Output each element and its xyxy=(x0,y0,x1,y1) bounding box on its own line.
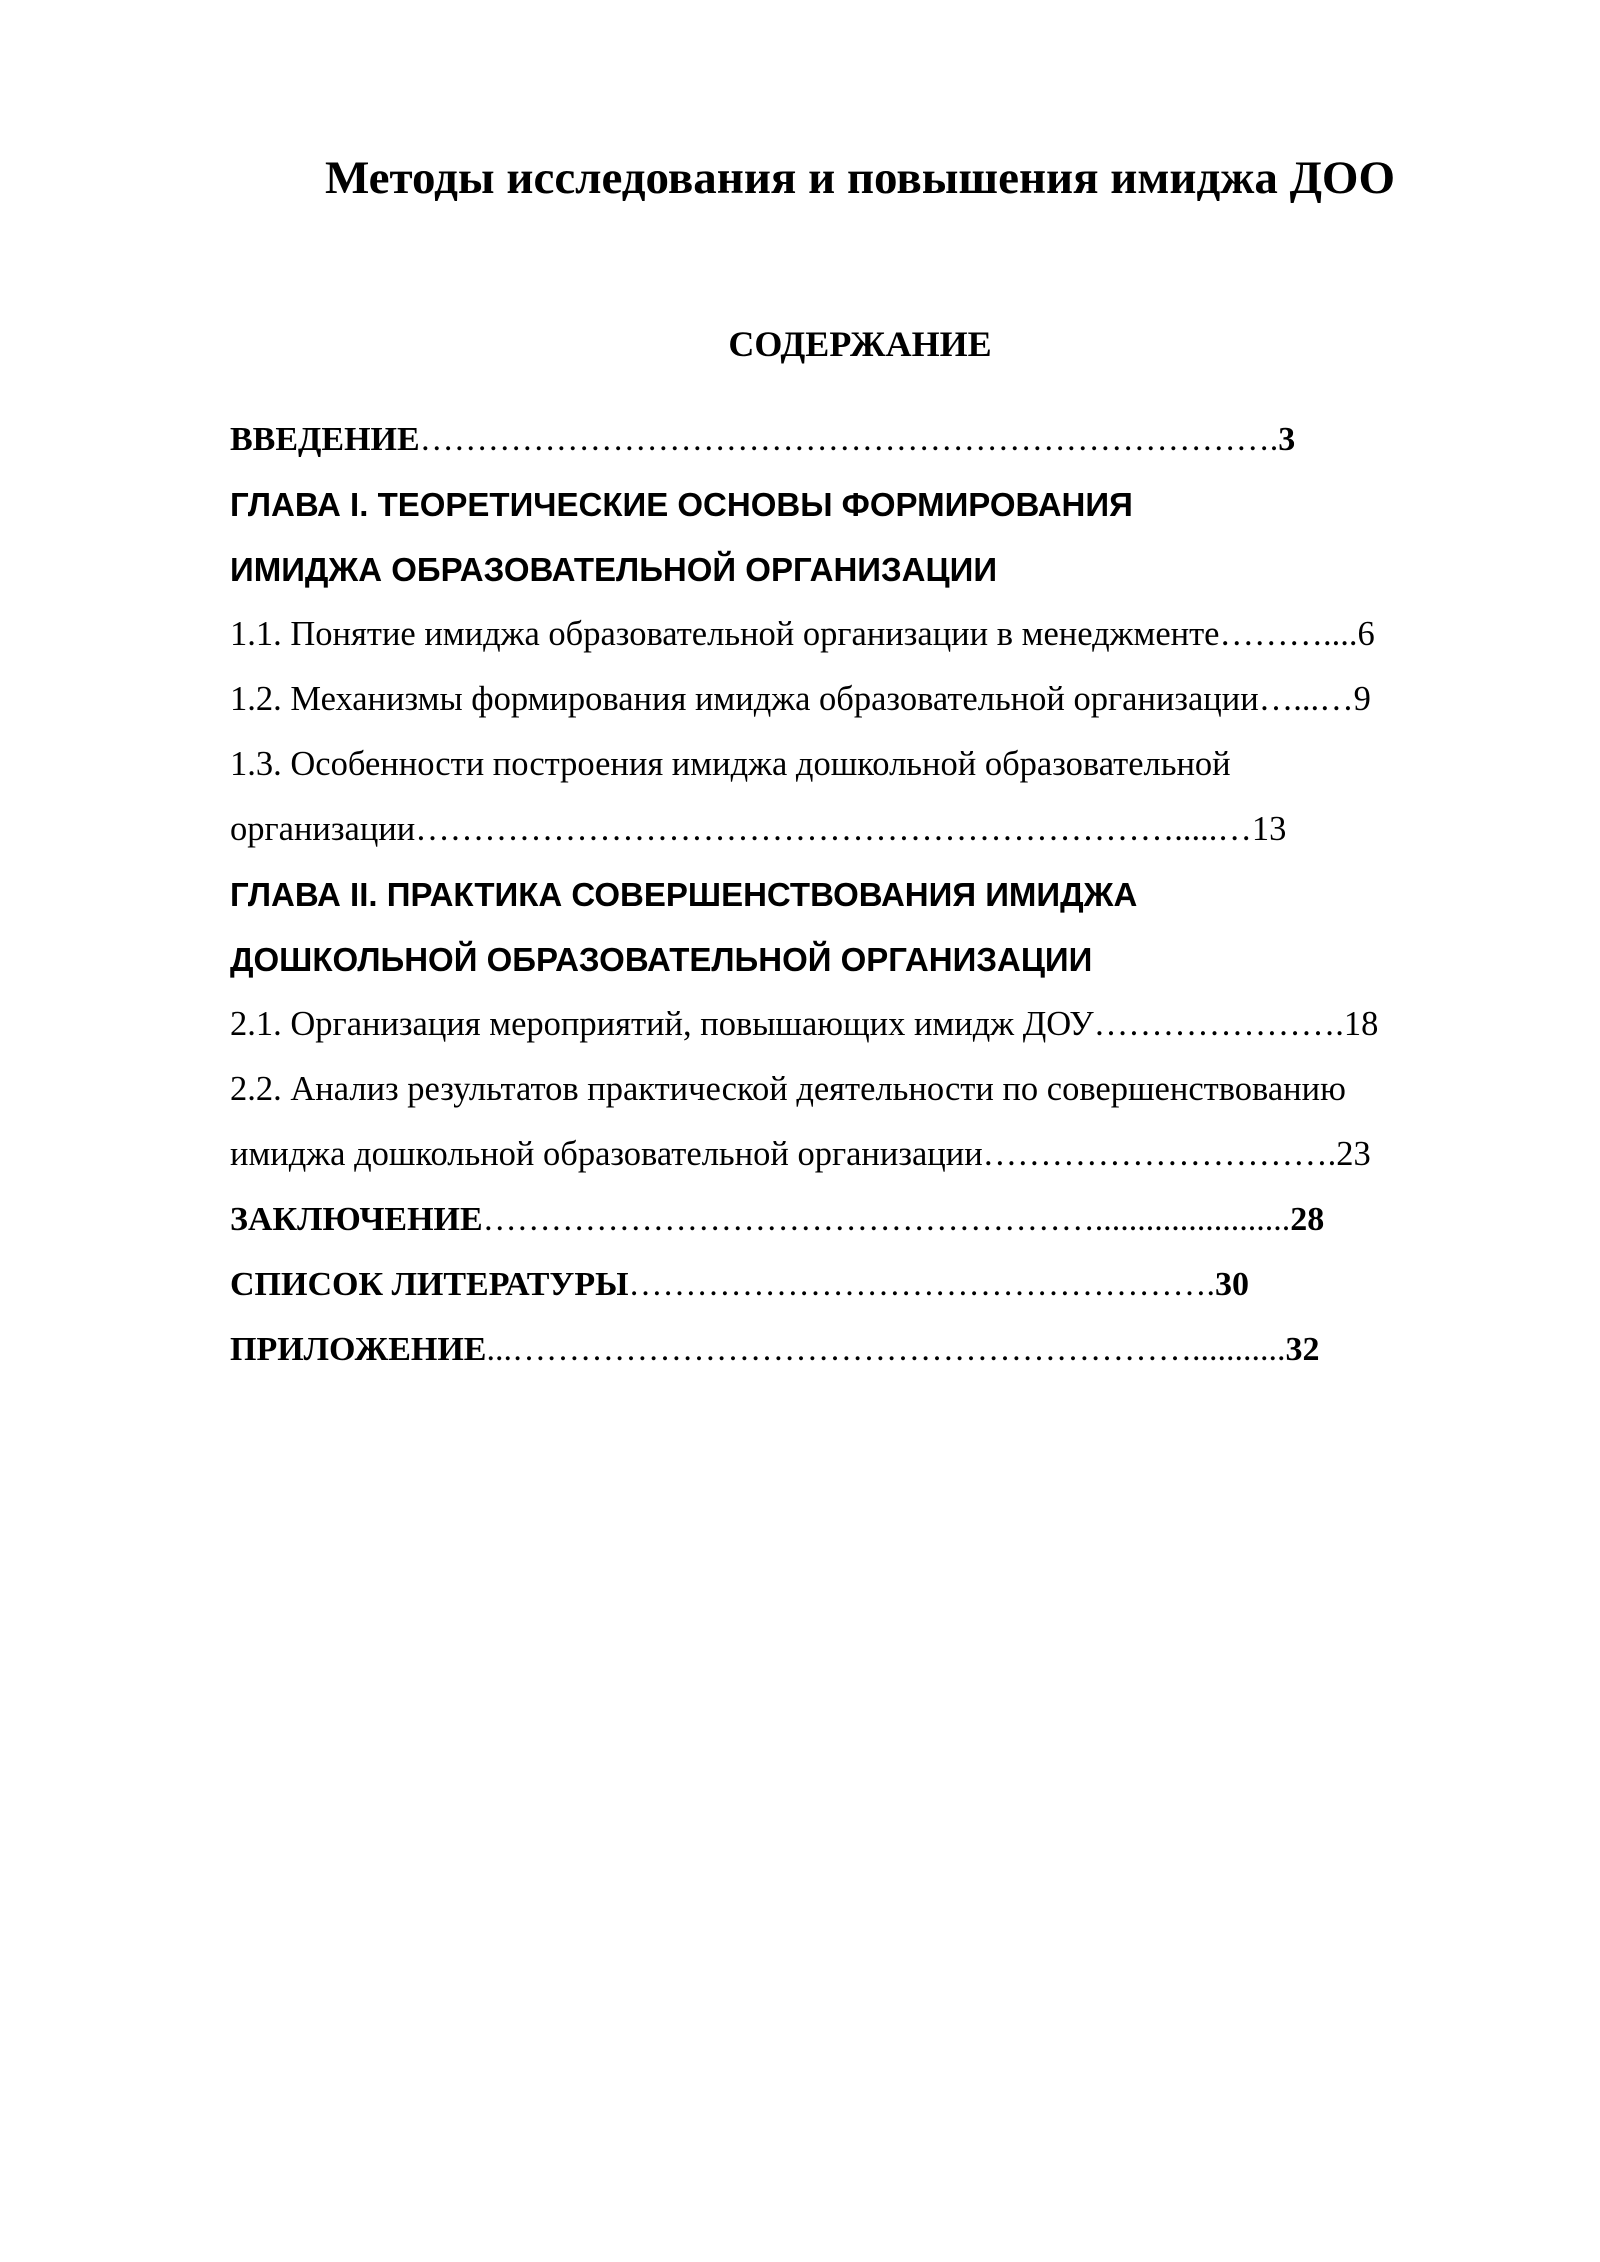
toc-page-number: 3 xyxy=(1278,421,1296,458)
toc-entry-title: ГЛАВА II. ПРАКТИКА СОВЕРШЕНСТВОВАНИЯ ИМИДЖА xyxy=(230,876,1138,913)
toc-entry-title: 1.2. Механизмы формирования имиджа образовательной организации xyxy=(230,680,1259,718)
toc-leader: ………………………………………………………….....… xyxy=(415,810,1252,848)
toc-entry-introduction xyxy=(230,407,1490,472)
toc-entry-1-3-cont xyxy=(230,797,1490,862)
toc-leader: …………………………. xyxy=(982,1135,1337,1173)
toc-leader: …………………………………………………………………. xyxy=(419,421,1279,458)
toc-entry-appendix xyxy=(230,1317,1490,1382)
toc-leader: ……….... xyxy=(1219,615,1358,653)
toc-entry-1-3 xyxy=(230,732,1490,797)
toc-entry-title: ПРИЛОЖЕНИЕ xyxy=(230,1331,487,1368)
toc-heading: СОДЕРЖАНИЕ xyxy=(728,324,992,364)
toc-leader: ………………………………………………....................... xyxy=(482,1201,1291,1238)
toc-chapter-1-heading xyxy=(230,472,1490,537)
toc-chapter-2-heading-cont xyxy=(230,927,1490,992)
toc-entry-references xyxy=(230,1252,1490,1317)
toc-page-number: 32 xyxy=(1285,1331,1320,1368)
toc-leader: …………………. xyxy=(1093,1005,1344,1043)
toc-entry-title: 2.2. Анализ результатов практической деятельности по совершенствованию xyxy=(230,1070,1346,1108)
toc-page-number: 23 xyxy=(1336,1135,1371,1173)
toc-leader: ...……………………………………………………........... xyxy=(486,1331,1286,1368)
toc-entry-2-2-cont xyxy=(230,1122,1490,1187)
toc-entry-title: ЗАКЛЮЧЕНИЕ xyxy=(230,1201,483,1238)
toc-page-number: 30 xyxy=(1215,1266,1250,1303)
toc-page-number: 28 xyxy=(1290,1201,1325,1238)
table-of-contents xyxy=(230,407,1490,1382)
toc-entry-title: 2.1. Организация мероприятий, повышающих имидж ДОУ xyxy=(230,1005,1094,1043)
toc-entry-title: 1.1. Понятие имиджа образовательной организации в менеджменте xyxy=(230,615,1220,653)
toc-entry-title: имиджа дошкольной образовательной организации xyxy=(230,1135,983,1173)
document-title: Методы исследования и повышения имиджа ДОО xyxy=(324,152,1396,204)
toc-entry-title: ВВЕДЕНИЕ xyxy=(230,421,420,458)
toc-page-number: 13 xyxy=(1251,810,1287,848)
toc-page-number: 18 xyxy=(1343,1005,1379,1043)
toc-entry-title: ДОШКОЛЬНОЙ ОБРАЗОВАТЕЛЬНОЙ ОРГАНИЗАЦИИ xyxy=(230,941,1093,978)
toc-entry-conclusion xyxy=(230,1187,1490,1252)
toc-entry-title: 1.3. Особенности построения имиджа дошкольной образовательной xyxy=(230,745,1231,783)
toc-entry-2-2 xyxy=(230,1057,1490,1122)
toc-chapter-1-heading-cont xyxy=(230,537,1490,602)
toc-page-number: 9 xyxy=(1353,680,1371,718)
toc-entry-title: ГЛАВА I. ТЕОРЕТИЧЕСКИЕ ОСНОВЫ ФОРМИРОВАНИЯ xyxy=(230,486,1133,523)
toc-leader: ……………………………………………. xyxy=(628,1266,1216,1303)
toc-page-number: 6 xyxy=(1357,615,1375,653)
toc-leader: …...… xyxy=(1258,680,1354,718)
toc-entry-title: СПИСОК ЛИТЕРАТУРЫ xyxy=(230,1266,629,1303)
toc-entry-2-1 xyxy=(230,992,1490,1057)
toc-entry-title: организации xyxy=(230,810,416,848)
toc-entry-1-1 xyxy=(230,602,1490,667)
toc-entry-1-2 xyxy=(230,667,1490,732)
toc-chapter-2-heading xyxy=(230,862,1490,927)
toc-entry-title: ИМИДЖА ОБРАЗОВАТЕЛЬНОЙ ОРГАНИЗАЦИИ xyxy=(230,551,998,588)
